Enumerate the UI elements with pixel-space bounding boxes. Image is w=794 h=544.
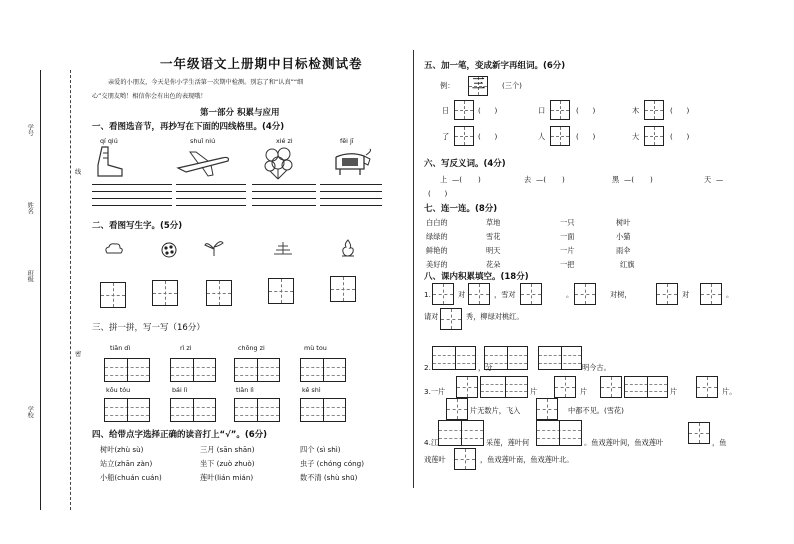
q3-pinyin-5: kǒu tóu — [106, 386, 131, 394]
intro-line-2: 心”交朋友哟！相信你会有出色的表现哦！ — [92, 93, 207, 100]
q2-writing-box-2[interactable] — [152, 280, 178, 306]
q8-l3-c: 明今古。 — [582, 363, 611, 372]
q3-pinyin-1: tiān dì — [110, 344, 131, 352]
q7-col2-2[interactable]: 雪花 — [486, 232, 501, 241]
q8-l3-b: ，分 — [478, 363, 493, 372]
q3-pinyin-3: chōng zi — [238, 344, 265, 352]
q4-item-9[interactable]: 数不清 (shù shū) — [300, 473, 358, 482]
q8-box-3[interactable] — [520, 283, 542, 305]
q3-box-7[interactable] — [234, 398, 280, 422]
q1-writing-lines-1[interactable] — [92, 184, 172, 206]
q5-char-5: 人 — [538, 132, 546, 141]
shoe-icon — [96, 145, 124, 179]
q8-box-13[interactable] — [554, 376, 576, 398]
q8-l4-c: 片 — [580, 387, 588, 396]
margin-label-3: 班级 — [26, 270, 34, 283]
q8-box-12[interactable] — [480, 376, 528, 398]
q8-l1-d: 。 — [566, 290, 574, 299]
q5-paren-5: ( ) — [576, 132, 596, 141]
q3-box-5[interactable] — [104, 398, 150, 422]
q6-title: 六、写反义词。(4分) — [424, 159, 506, 169]
q7-col1-4[interactable]: 美好的 — [426, 260, 448, 269]
q5-example-label: 例： — [440, 81, 455, 90]
q8-l6-b: 采莲，莲叶何 — [486, 438, 530, 447]
q4-item-7[interactable]: 小船(chuán cuán) — [100, 473, 162, 482]
q3-pinyin-7: tiān lì — [236, 386, 254, 394]
q1-writing-lines-4[interactable] — [320, 184, 382, 206]
q4-item-2[interactable]: 三月 (sān shān) — [200, 445, 255, 454]
q8-box-14[interactable] — [600, 376, 622, 398]
q5-example-char: 三 — [472, 77, 486, 92]
q8-l7-a: 戏莲叶 — [424, 455, 446, 464]
q5-char-4: 了 — [442, 132, 450, 141]
q8-box-6[interactable] — [700, 283, 722, 305]
margin-label-2: 姓名 — [26, 202, 34, 215]
part-one-heading: 第一部分 积累与应用 — [200, 108, 280, 118]
q5-box-3[interactable] — [644, 100, 664, 120]
q8-box-10[interactable] — [538, 346, 582, 370]
field-icon — [272, 240, 294, 256]
q8-box-19[interactable] — [438, 420, 484, 446]
buffalo-icon — [330, 147, 372, 177]
q6-blank-2[interactable]: —( ) — [536, 175, 565, 184]
fire-icon — [338, 238, 358, 258]
q3-box-2[interactable] — [170, 358, 216, 382]
margin-label-1: 学号 — [26, 124, 34, 137]
q8-l5-a: 片无数片，飞入 — [470, 406, 521, 415]
q5-paren-3: ( ) — [670, 106, 690, 115]
q5-title: 五、加一笔，变成新字再组词。(6分) — [424, 61, 566, 71]
q5-box-5[interactable] — [550, 126, 570, 146]
q3-pinyin-6: bái lì — [172, 386, 188, 394]
q8-l2-b: 秀，柳绿对桃红。 — [466, 312, 524, 321]
q5-box-2[interactable] — [550, 100, 570, 120]
plant-icon — [204, 239, 224, 257]
q4-title: 四、给带点字选择正确的读音打上“√”。(6分) — [92, 430, 268, 440]
ladybug-icon — [160, 240, 178, 258]
q7-title: 七、连一连。(8分) — [424, 204, 498, 214]
q3-box-3[interactable] — [234, 358, 280, 382]
q8-box-1[interactable] — [432, 283, 454, 305]
q2-title: 二、看图写生字。(5分) — [92, 221, 183, 231]
q8-box-15[interactable] — [624, 376, 668, 398]
q4-item-5[interactable]: 坐下 (zuò zhuò) — [200, 459, 255, 468]
q8-box-4[interactable] — [574, 283, 596, 305]
q7-col3-3[interactable]: 一片 — [560, 246, 575, 255]
q5-paren-6: ( ) — [670, 132, 690, 141]
q5-paren-4: ( ) — [478, 132, 498, 141]
q7-col2-3[interactable]: 明天 — [486, 246, 501, 255]
q3-box-6[interactable] — [170, 398, 216, 422]
binding-line — [40, 70, 41, 510]
q8-box-16[interactable] — [696, 376, 718, 398]
q7-col2-1[interactable]: 草地 — [486, 218, 501, 227]
q6-word-4: 天 — [704, 175, 712, 184]
q8-l4-a: 3.一片 — [424, 387, 446, 396]
intro-line-1: 亲爱的小朋友，今天是你小学生活第一次期中检测。别忘了和“认真”“细 — [108, 79, 304, 86]
q1-pinyin-4: fēi jī — [340, 137, 354, 145]
q3-title: 三、拼一拼，写一写（16分） — [92, 323, 205, 333]
q6-blank-4a[interactable]: — — [716, 175, 724, 184]
q7-col2-4[interactable]: 花朵 — [486, 260, 501, 269]
q1-pinyin-2: shuǐ niú — [190, 137, 216, 145]
q4-item-4[interactable]: 站立(zhān zàn) — [100, 459, 153, 468]
q3-pinyin-8: kě shì — [302, 386, 321, 394]
q8-l5-b: 中都不见。(雪花) — [568, 406, 624, 415]
q5-char-6: 大 — [632, 132, 640, 141]
q8-l1-b: 对 — [458, 290, 466, 299]
q5-char-1: 日 — [442, 106, 450, 115]
bind-mark-line: 线 — [75, 169, 82, 176]
q6-blank-3[interactable]: —( ) — [624, 175, 653, 184]
q8-box-9[interactable] — [484, 346, 528, 370]
q2-writing-box-3[interactable] — [206, 280, 232, 306]
q5-box-6[interactable] — [644, 126, 664, 146]
q6-blank-1[interactable]: —( ) — [452, 175, 481, 184]
q8-l1-f: 对 — [682, 290, 690, 299]
margin-label-4: 学校 — [26, 406, 34, 419]
q8-box-2[interactable] — [468, 283, 490, 305]
q5-example-word: (三个) — [502, 81, 522, 90]
q1-pinyin-1: qí qiú — [100, 137, 118, 145]
q7-col1-3[interactable]: 鲜艳的 — [426, 246, 448, 255]
q4-item-3[interactable]: 四个 (sì shì) — [300, 445, 341, 454]
q6-word-3: 黑 — [612, 175, 620, 184]
q5-box-4[interactable] — [454, 126, 474, 146]
q8-box-20[interactable] — [536, 420, 582, 446]
q8-l2-a: 请对 — [424, 312, 439, 321]
q4-item-1[interactable]: 树叶(zhù sù) — [100, 445, 144, 454]
q8-l6-a: 4.江 — [424, 438, 439, 447]
q1-writing-lines-2[interactable] — [176, 184, 246, 206]
q5-paren-2: ( ) — [576, 106, 596, 115]
balloons-icon — [262, 146, 296, 180]
column-divider — [413, 50, 414, 488]
q8-l1-a: 1. — [424, 290, 431, 299]
q8-box-18[interactable] — [536, 398, 558, 420]
q5-char-3: 木 — [632, 106, 640, 115]
q8-box-8[interactable] — [432, 346, 476, 370]
q7-col4-3[interactable]: 雨伞 — [616, 246, 631, 255]
q1-pinyin-3: xié zi — [276, 137, 293, 145]
cloud-icon — [104, 242, 124, 256]
q8-box-17[interactable] — [446, 398, 468, 420]
q8-l1-c: ，雪对 — [494, 290, 516, 299]
q7-col1-1[interactable]: 白白的 — [426, 218, 448, 227]
q4-item-8[interactable]: 莲叶(lián mián) — [200, 473, 254, 482]
q8-l3-a: 2. — [424, 363, 431, 372]
q8-box-7[interactable] — [440, 308, 462, 330]
q7-col3-2[interactable]: 一面 — [560, 232, 575, 241]
q5-char-2: 口 — [538, 106, 546, 115]
q3-box-1[interactable] — [104, 358, 150, 382]
q2-writing-box-1[interactable] — [100, 282, 126, 308]
q8-l6-d: ，鱼 — [712, 438, 727, 447]
q8-box-5[interactable] — [656, 283, 678, 305]
q8-box-22[interactable] — [454, 448, 476, 470]
q8-l4-e: 片。 — [722, 387, 737, 396]
q5-box-1[interactable] — [454, 100, 474, 120]
q6-blank-4b[interactable]: ( ) — [428, 189, 448, 198]
q2-writing-box-4[interactable] — [268, 278, 294, 304]
q6-word-1: 上 — [440, 175, 448, 184]
q8-box-11[interactable] — [456, 376, 478, 398]
q8-l6-c: 。鱼戏莲叶间，鱼戏莲叶 — [584, 438, 664, 447]
q8-l4-d: 片 — [670, 387, 678, 396]
q7-col3-1[interactable]: 一只 — [560, 218, 575, 227]
q3-pinyin-2: rì zi — [180, 344, 192, 352]
q6-word-2: 去 — [524, 175, 532, 184]
q8-box-21[interactable] — [688, 422, 710, 444]
q2-writing-box-5[interactable] — [330, 276, 356, 302]
q8-l7-b: ，鱼戏莲叶南，鱼戏莲叶北。 — [480, 455, 574, 464]
q8-title: 八、课内积累填空。(18分) — [424, 272, 529, 282]
q1-writing-lines-3[interactable] — [252, 184, 316, 206]
page-title: 一年级语文上册期中目标检测试卷 — [160, 56, 363, 71]
q8-l1-g: 。 — [726, 290, 734, 299]
q8-l4-b: 片 — [530, 387, 538, 396]
q7-col4-2[interactable]: 小猫 — [616, 232, 631, 241]
q5-paren-1: ( ) — [478, 106, 498, 115]
q7-col3-4[interactable]: 一把 — [560, 260, 575, 269]
q7-col1-2[interactable]: 绿绿的 — [426, 232, 448, 241]
q4-item-6[interactable]: 虫子 (chóng cóng) — [300, 459, 365, 468]
q7-col4-1[interactable]: 树叶 — [616, 218, 631, 227]
q3-box-8[interactable] — [300, 398, 346, 422]
q3-pinyin-4: mù tou — [304, 344, 327, 352]
q7-col4-4[interactable]: 红旗 — [620, 260, 635, 269]
q3-box-4[interactable] — [300, 358, 346, 382]
bind-mark-seal: 密 — [75, 351, 82, 358]
binding-dash-line — [70, 70, 71, 510]
q8-l1-e: 对树， — [610, 290, 632, 299]
q1-title: 一、看图选音节，再抄写在下面的四线格里。(4分) — [92, 122, 285, 132]
airplane-icon — [176, 150, 232, 178]
